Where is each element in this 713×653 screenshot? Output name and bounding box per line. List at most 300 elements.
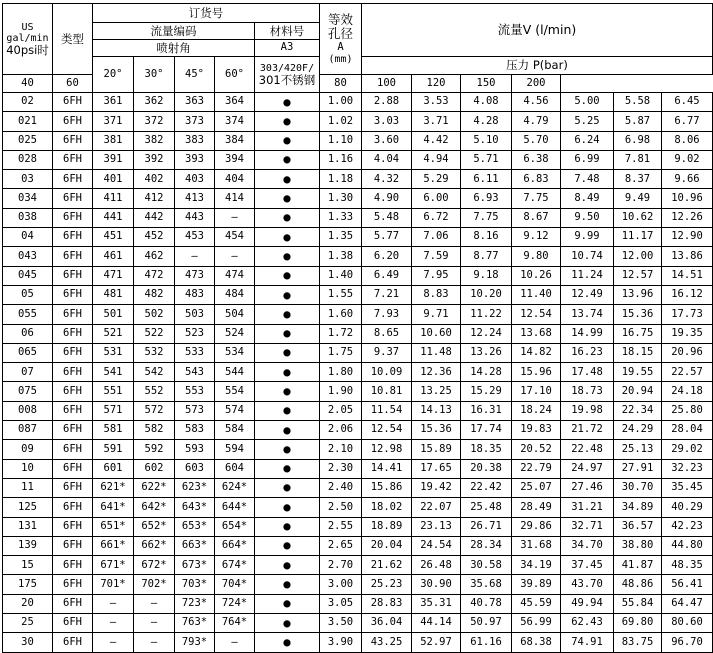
flow-value-cell: 24.18 — [662, 382, 713, 401]
flow-value-cell: 10.20 — [461, 285, 512, 304]
flow-value-cell: 28.83 — [362, 594, 412, 613]
angle-45-cell: 673* — [175, 556, 215, 575]
flow-value-cell: 11.40 — [512, 285, 561, 304]
material-dot-cell: ● — [255, 170, 320, 189]
angle-45-cell: 473 — [175, 266, 215, 285]
orifice-diameter-cell: 1.30 — [320, 189, 362, 208]
flow-value-cell: 35.45 — [662, 478, 713, 497]
table-row — [3, 421, 713, 440]
flow-value-cell: 10.96 — [662, 189, 713, 208]
material-dot-cell: ● — [255, 150, 320, 169]
angle-60-cell: 364 — [215, 93, 255, 112]
table-row — [3, 614, 713, 633]
flow-code-cell: 028 — [3, 150, 53, 169]
table-row — [3, 228, 713, 247]
angle-60-cell: 644* — [215, 498, 255, 517]
flow-value-cell: 11.48 — [412, 343, 461, 362]
material-dot-cell: ● — [255, 633, 320, 652]
type-cell: 6FH — [53, 633, 93, 652]
flow-value-cell: 10.60 — [412, 324, 461, 343]
type-cell: 6FH — [53, 343, 93, 362]
flow-code-cell: 07 — [3, 363, 53, 382]
angle-20-cell: 671* — [93, 556, 134, 575]
material-dot-cell: ● — [255, 478, 320, 497]
angle-45-cell: 363 — [175, 93, 215, 112]
angle-30-cell: 572 — [134, 401, 175, 420]
angle-20-cell: 551 — [93, 382, 134, 401]
angle-30-cell: 672* — [134, 556, 175, 575]
flow-code-cell: 043 — [3, 247, 53, 266]
table-row — [3, 150, 713, 169]
table-row — [3, 478, 713, 497]
flow-value-cell: 9.12 — [512, 228, 561, 247]
flow-value-cell: 12.57 — [614, 266, 662, 285]
flow-value-cell: 69.80 — [614, 614, 662, 633]
flow-value-cell: 19.55 — [614, 363, 662, 382]
angle-45-cell: 543 — [175, 363, 215, 382]
material-dot-cell: ● — [255, 498, 320, 517]
flow-value-cell: 11.22 — [461, 305, 512, 324]
orifice-diameter-cell: 3.50 — [320, 614, 362, 633]
angle-30-cell: 662* — [134, 536, 175, 555]
flow-code-cell: 02 — [3, 93, 53, 112]
flow-value-cell: 8.37 — [614, 170, 662, 189]
angle-20-cell: 381 — [93, 131, 134, 150]
flow-value-cell: 13.25 — [412, 382, 461, 401]
angle-30-cell: 482 — [134, 285, 175, 304]
flow-value-cell: 14.51 — [662, 266, 713, 285]
type-cell: 6FH — [53, 440, 93, 459]
flow-value-cell: 38.80 — [614, 536, 662, 555]
flow-value-cell: 74.91 — [561, 633, 614, 652]
flow-value-cell: 25.48 — [461, 498, 512, 517]
flow-value-cell: 44.14 — [412, 614, 461, 633]
material-dot-cell: ● — [255, 459, 320, 478]
flow-value-cell: 26.48 — [412, 556, 461, 575]
flow-value-cell: 56.99 — [512, 614, 561, 633]
flow-value-cell: 30.90 — [412, 575, 461, 594]
flow-value-cell: 19.98 — [561, 401, 614, 420]
flow-value-cell: 6.00 — [412, 189, 461, 208]
angle-30-cell: 402 — [134, 170, 175, 189]
flow-value-cell: 17.48 — [561, 363, 614, 382]
flow-code-cell: 25 — [3, 614, 53, 633]
angle-60-cell: 374 — [215, 112, 255, 131]
flow-value-cell: 7.95 — [412, 266, 461, 285]
flow-value-cell: 5.58 — [614, 93, 662, 112]
flow-value-cell: 14.82 — [512, 343, 561, 362]
flow-value-cell: 29.86 — [512, 517, 561, 536]
orifice-diameter-cell: 1.38 — [320, 247, 362, 266]
flow-value-cell: 40.29 — [662, 498, 713, 517]
flow-value-cell: 4.94 — [412, 150, 461, 169]
flow-value-cell: 6.99 — [561, 150, 614, 169]
material-dot-cell: ● — [255, 247, 320, 266]
flow-value-cell: 9.37 — [362, 343, 412, 362]
angle-20-cell: 481 — [93, 285, 134, 304]
flow-value-cell: 48.35 — [662, 556, 713, 575]
flow-value-cell: 2.88 — [362, 93, 412, 112]
flow-value-cell: 9.49 — [614, 189, 662, 208]
angle-45-header: 45° — [175, 57, 215, 93]
flow-value-cell: 4.28 — [461, 112, 512, 131]
flow-code-cell: 03 — [3, 170, 53, 189]
material-dot-cell: ● — [255, 517, 320, 536]
flow-value-cell: 35.68 — [461, 575, 512, 594]
type-cell: 6FH — [53, 324, 93, 343]
angle-60-cell: 704* — [215, 575, 255, 594]
angle-45-cell: 643* — [175, 498, 215, 517]
flow-value-cell: 20.52 — [512, 440, 561, 459]
angle-45-cell: 723* — [175, 594, 215, 613]
material-dot-cell: ● — [255, 266, 320, 285]
table-row — [3, 594, 713, 613]
flow-value-cell: 22.07 — [412, 498, 461, 517]
angle-30-cell: 382 — [134, 131, 175, 150]
flow-code-cell: 30 — [3, 633, 53, 652]
angle-20-cell: 521 — [93, 324, 134, 343]
angle-30-cell: 642* — [134, 498, 175, 517]
pressure-40-header: 40 — [3, 75, 53, 93]
flow-value-cell: 10.81 — [362, 382, 412, 401]
flow-value-cell: 36.04 — [362, 614, 412, 633]
flow-value-cell: 6.45 — [662, 93, 713, 112]
flow-value-cell: 15.96 — [512, 363, 561, 382]
flow-value-cell: 12.90 — [662, 228, 713, 247]
table-row — [3, 363, 713, 382]
angle-20-cell: 581 — [93, 421, 134, 440]
flow-value-cell: 4.56 — [512, 93, 561, 112]
table-row — [3, 112, 713, 131]
flow-value-cell: 7.06 — [412, 228, 461, 247]
material-dot-cell: ● — [255, 575, 320, 594]
flow-value-cell: 16.23 — [561, 343, 614, 362]
type-header: 类型 — [53, 4, 93, 75]
flow-value-cell: 35.31 — [412, 594, 461, 613]
flow-value-cell: 17.65 — [412, 459, 461, 478]
flow-value-cell: 6.98 — [614, 131, 662, 150]
type-cell: 6FH — [53, 517, 93, 536]
angle-60-cell: 484 — [215, 285, 255, 304]
angle-60-cell: 534 — [215, 343, 255, 362]
table-row — [3, 440, 713, 459]
orifice-diameter-cell: 1.60 — [320, 305, 362, 324]
flow-code-cell: 075 — [3, 382, 53, 401]
angle-20-cell: 361 — [93, 93, 134, 112]
flow-value-cell: 14.41 — [362, 459, 412, 478]
angle-30-cell: 372 — [134, 112, 175, 131]
spray-angle-header: 喷射角 — [93, 40, 255, 57]
type-cell: 6FH — [53, 478, 93, 497]
flow-value-cell: 34.89 — [614, 498, 662, 517]
flow-value-cell: 24.54 — [412, 536, 461, 555]
flow-value-cell: 12.98 — [362, 440, 412, 459]
pressure-80-header: 80 — [320, 75, 362, 93]
type-cell: 6FH — [53, 189, 93, 208]
material-dot-cell: ● — [255, 208, 320, 227]
orifice-diameter-cell: 3.05 — [320, 594, 362, 613]
angle-30-cell: 702* — [134, 575, 175, 594]
pressure-150-header: 150 — [461, 75, 512, 93]
flow-value-cell: 24.29 — [614, 421, 662, 440]
angle-20-cell: 571 — [93, 401, 134, 420]
orifice-diameter-cell: 2.40 — [320, 478, 362, 497]
material-dot-cell: ● — [255, 305, 320, 324]
flow-code-cell: 20 — [3, 594, 53, 613]
spec-table-wrapper — [2, 3, 713, 653]
flow-value-cell: 18.02 — [362, 498, 412, 517]
angle-45-cell: 793* — [175, 633, 215, 652]
angle-20-cell: 641* — [93, 498, 134, 517]
flow-value-cell: 18.15 — [614, 343, 662, 362]
orifice-diameter-cell: 3.90 — [320, 633, 362, 652]
flow-value-cell: 10.09 — [362, 363, 412, 382]
flow-value-cell: 18.24 — [512, 401, 561, 420]
flow-value-cell: 17.74 — [461, 421, 512, 440]
table-row — [3, 556, 713, 575]
type-cell: 6FH — [53, 594, 93, 613]
flow-value-cell: 8.67 — [512, 208, 561, 227]
angle-60-cell: 764* — [215, 614, 255, 633]
orifice-symbol: A — [337, 41, 344, 53]
flow-value-cell: 7.75 — [461, 208, 512, 227]
table-row — [3, 285, 713, 304]
flow-value-cell: 10.74 — [561, 247, 614, 266]
flow-value-cell: 12.49 — [561, 285, 614, 304]
angle-20-cell: 661* — [93, 536, 134, 555]
flow-value-cell: 20.04 — [362, 536, 412, 555]
angle-45-cell: 523 — [175, 324, 215, 343]
angle-30-cell: 452 — [134, 228, 175, 247]
angle-20-cell: 401 — [93, 170, 134, 189]
flow-value-cell: 11.24 — [561, 266, 614, 285]
angle-60-cell: 394 — [215, 150, 255, 169]
table-row — [3, 575, 713, 594]
flow-value-cell: 5.70 — [512, 131, 561, 150]
flow-value-cell: 7.75 — [512, 189, 561, 208]
flow-value-cell: 20.94 — [614, 382, 662, 401]
flow-value-cell: 14.99 — [561, 324, 614, 343]
us-galmin-header — [3, 4, 53, 75]
angle-45-cell: 403 — [175, 170, 215, 189]
flow-value-cell: 27.91 — [614, 459, 662, 478]
flow-code-cell: 087 — [3, 421, 53, 440]
flow-value-cell: 4.32 — [362, 170, 412, 189]
angle-45-cell: 623* — [175, 478, 215, 497]
orifice-diameter-cell: 1.00 — [320, 93, 362, 112]
material-dot-cell: ● — [255, 556, 320, 575]
flow-value-cell: 18.89 — [362, 517, 412, 536]
orifice-diameter-cell: 2.30 — [320, 459, 362, 478]
flow-value-cell: 22.57 — [662, 363, 713, 382]
flow-value-cell: 45.59 — [512, 594, 561, 613]
flow-value-cell: 20.38 — [461, 459, 512, 478]
flow-value-cell: 43.25 — [362, 633, 412, 652]
angle-60-header: 60° — [215, 57, 255, 93]
type-cell: 6FH — [53, 247, 93, 266]
flow-value-cell: 22.42 — [461, 478, 512, 497]
angle-60-cell: 474 — [215, 266, 255, 285]
table-row — [3, 324, 713, 343]
type-cell: 6FH — [53, 498, 93, 517]
flow-value-cell: 5.71 — [461, 150, 512, 169]
flow-value-cell: 55.84 — [614, 594, 662, 613]
angle-30-cell: – — [134, 633, 175, 652]
material-dot-cell: ● — [255, 614, 320, 633]
angle-45-cell: 393 — [175, 150, 215, 169]
flow-value-cell: 9.71 — [412, 305, 461, 324]
flow-code-cell: 125 — [3, 498, 53, 517]
flow-value-cell: 8.83 — [412, 285, 461, 304]
flow-value-cell: 30.58 — [461, 556, 512, 575]
angle-45-cell: 383 — [175, 131, 215, 150]
angle-45-cell: 443 — [175, 208, 215, 227]
table-row — [3, 170, 713, 189]
angle-20-cell: – — [93, 594, 134, 613]
table-row — [3, 401, 713, 420]
flow-value-cell: 17.10 — [512, 382, 561, 401]
type-cell: 6FH — [53, 266, 93, 285]
angle-30-cell: 362 — [134, 93, 175, 112]
table-row — [3, 189, 713, 208]
material-dot-cell: ● — [255, 594, 320, 613]
orifice-diameter-cell: 2.50 — [320, 498, 362, 517]
angle-45-cell: 663* — [175, 536, 215, 555]
angle-20-cell: 601 — [93, 459, 134, 478]
angle-20-cell: 441 — [93, 208, 134, 227]
table-row — [3, 498, 713, 517]
angle-60-cell: – — [215, 633, 255, 652]
flow-value-cell: 3.53 — [412, 93, 461, 112]
flow-value-cell: 10.62 — [614, 208, 662, 227]
flow-value-cell: 11.54 — [362, 401, 412, 420]
flow-value-cell: 8.49 — [561, 189, 614, 208]
flow-value-cell: 36.57 — [614, 517, 662, 536]
flow-value-cell: 28.04 — [662, 421, 713, 440]
flow-value-cell: 17.73 — [662, 305, 713, 324]
flow-value-cell: 7.21 — [362, 285, 412, 304]
flow-value-cell: 14.28 — [461, 363, 512, 382]
order-number-header: 订货号 — [93, 4, 320, 23]
flow-value-cell: 8.16 — [461, 228, 512, 247]
angle-45-cell: 763* — [175, 614, 215, 633]
flow-value-cell: 5.29 — [412, 170, 461, 189]
flow-value-cell: 8.06 — [662, 131, 713, 150]
angle-60-cell: 554 — [215, 382, 255, 401]
flow-value-cell: 6.20 — [362, 247, 412, 266]
material-dot-cell: ● — [255, 440, 320, 459]
angle-45-cell: 573 — [175, 401, 215, 420]
flow-value-cell: 18.35 — [461, 440, 512, 459]
material-dot-cell: ● — [255, 382, 320, 401]
flow-value-cell: 9.50 — [561, 208, 614, 227]
us-label: US — [21, 21, 34, 33]
flow-value-cell: 83.75 — [614, 633, 662, 652]
orifice-diameter-cell: 1.80 — [320, 363, 362, 382]
flow-value-cell: 13.96 — [614, 285, 662, 304]
flow-code-cell: 04 — [3, 228, 53, 247]
galmin-label: gal/min — [6, 32, 49, 44]
flow-code-cell: 05 — [3, 285, 53, 304]
angle-30-cell: 532 — [134, 343, 175, 362]
flow-code-cell: 021 — [3, 112, 53, 131]
type-cell: 6FH — [53, 93, 93, 112]
angle-20-cell: 591 — [93, 440, 134, 459]
flow-value-cell: 80.60 — [662, 614, 713, 633]
orifice-diameter-cell: 2.55 — [320, 517, 362, 536]
flow-value-cell: 7.48 — [561, 170, 614, 189]
flow-code-cell: 025 — [3, 131, 53, 150]
flow-code-cell: 131 — [3, 517, 53, 536]
flow-value-cell: 64.47 — [662, 594, 713, 613]
angle-30-cell: 602 — [134, 459, 175, 478]
flow-value-cell: 7.93 — [362, 305, 412, 324]
angle-20-cell: 471 — [93, 266, 134, 285]
angle-20-cell: – — [93, 633, 134, 652]
angle-20-cell: – — [93, 614, 134, 633]
angle-45-cell: 483 — [175, 285, 215, 304]
flow-value-cell: 18.73 — [561, 382, 614, 401]
flow-value-cell: 25.80 — [662, 401, 713, 420]
table-row — [3, 343, 713, 362]
flow-value-cell: 61.16 — [461, 633, 512, 652]
flow-value-cell: 8.77 — [461, 247, 512, 266]
pressure-120-header: 120 — [412, 75, 461, 93]
type-cell: 6FH — [53, 228, 93, 247]
table-row — [3, 93, 713, 112]
material-dot-cell: ● — [255, 131, 320, 150]
material-desc-2: 301不锈钢 — [258, 72, 316, 87]
flow-value-cell: 50.97 — [461, 614, 512, 633]
angle-30-cell: 412 — [134, 189, 175, 208]
material-number-header: 材料号 — [255, 23, 320, 40]
pressure-60-header: 60 — [53, 75, 93, 93]
flow-value-cell: 16.12 — [662, 285, 713, 304]
angle-60-cell: 654* — [215, 517, 255, 536]
flow-value-cell: 6.49 — [362, 266, 412, 285]
angle-20-cell: 371 — [93, 112, 134, 131]
flow-code-cell: 15 — [3, 556, 53, 575]
table-row — [3, 536, 713, 555]
flow-value-cell: 14.13 — [412, 401, 461, 420]
type-cell: 6FH — [53, 421, 93, 440]
table-row — [3, 266, 713, 285]
flow-value-cell: 21.72 — [561, 421, 614, 440]
flow-value-cell: 23.13 — [412, 517, 461, 536]
flow-value-cell: 5.25 — [561, 112, 614, 131]
angle-20-cell: 461 — [93, 247, 134, 266]
flow-value-cell: 9.99 — [561, 228, 614, 247]
flow-value-cell: 49.94 — [561, 594, 614, 613]
angle-60-cell: 384 — [215, 131, 255, 150]
flow-code-cell: 10 — [3, 459, 53, 478]
orifice-diameter-cell: 1.40 — [320, 266, 362, 285]
orifice-label-1: 等效 — [327, 11, 353, 27]
flow-code-cell: 09 — [3, 440, 53, 459]
type-cell: 6FH — [53, 112, 93, 131]
table-row — [3, 459, 713, 478]
flow-code-cell: 038 — [3, 208, 53, 227]
angle-30-cell: 652* — [134, 517, 175, 536]
flow-value-cell: 15.36 — [412, 421, 461, 440]
type-cell: 6FH — [53, 382, 93, 401]
angle-20-cell: 411 — [93, 189, 134, 208]
table-body — [3, 93, 713, 653]
flow-value-cell: 32.71 — [561, 517, 614, 536]
flow-value-cell: 19.35 — [662, 324, 713, 343]
angle-30-cell: 592 — [134, 440, 175, 459]
angle-60-cell: – — [215, 208, 255, 227]
